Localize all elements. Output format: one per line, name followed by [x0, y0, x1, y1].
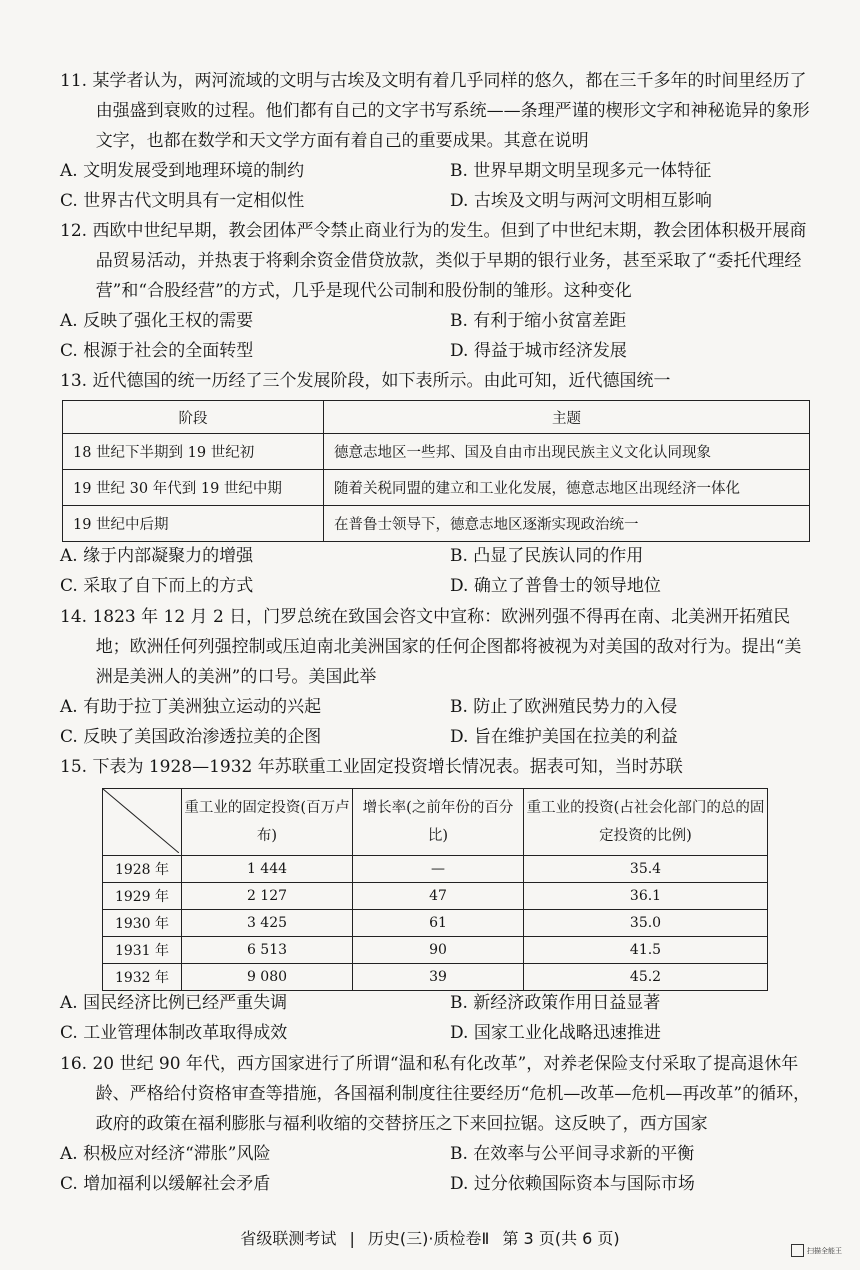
option-d: D. 旨在维护美国在拉美的利益	[450, 727, 678, 747]
options	[60, 1139, 812, 1199]
table-header: 重工业的投资(占社会化部门的总的固定投资的比例)	[524, 789, 768, 856]
table-cell: 6 513	[182, 937, 353, 964]
table-cell: 39	[353, 964, 524, 991]
table-header: 阶段	[63, 401, 324, 434]
exam-name: 省级联测考试	[240, 1229, 337, 1248]
table-row	[103, 964, 768, 991]
page-number: 第 3 页(共 6 页)	[502, 1229, 620, 1248]
table-row	[63, 470, 810, 506]
table-cell: 41.5	[524, 937, 768, 964]
option-a: A. 反映了强化王权的需要	[60, 311, 254, 331]
option-b: B. 在效率与公平间寻求新的平衡	[450, 1144, 695, 1164]
table-cell: 1930 年	[103, 910, 182, 937]
option-c: C. 工业管理体制改革取得成效	[60, 1023, 288, 1043]
option-a: A. 有助于拉丁美洲独立运动的兴起	[60, 697, 322, 717]
table-cell: 德意志地区一些邦、国及自由市出现民族主义文化认同现象	[324, 434, 810, 470]
option-c: C. 采取了自下而上的方式	[60, 576, 254, 596]
question-stem: 12. 西欧中世纪早期，教会团体严令禁止商业行为的发生。但到了中世纪末期，教会团体积极开展商品贸易活动，并热衷于将剩余资金借贷放款，类似于早期的银行业务，甚至采取了“委托代理经营”和“合股经营”的方式，几乎是现代公司制和股份制的雏形。这种变化	[60, 221, 807, 301]
table-cell: 35.4	[524, 856, 768, 883]
question-14	[60, 602, 812, 752]
options	[60, 541, 812, 601]
table-row	[103, 883, 768, 910]
table-header: 重工业的固定投资(百万卢布)	[182, 789, 353, 856]
question-13-options	[60, 541, 812, 601]
table-row	[103, 856, 768, 883]
table-cell: 47	[353, 883, 524, 910]
option-d: D. 古埃及文明与两河文明相互影响	[450, 191, 712, 211]
table-row	[63, 506, 810, 542]
option-a: A. 积极应对经济“滞胀”风险	[60, 1144, 271, 1164]
investment-table	[102, 788, 768, 991]
options	[60, 692, 812, 752]
option-c: C. 根源于社会的全面转型	[60, 341, 254, 361]
table-cell: 18 世纪下半期到 19 世纪初	[63, 434, 324, 470]
table-cell: 1928 年	[103, 856, 182, 883]
diagonal-header-cell	[103, 789, 182, 856]
table-cell: 3 425	[182, 910, 353, 937]
question-stem: 14. 1823 年 12 月 2 日，门罗总统在致国会咨文中宣称：欧洲列强不得再在南、北美洲开拓殖民地；欧洲任何列强控制或压迫南北美洲国家的任何企图都将被视为对美国的敌对行为。提出“美洲是美洲人的美洲”的口号。美国此举	[60, 607, 802, 687]
table-cell: 1929 年	[103, 883, 182, 910]
option-d: D. 过分依赖国际资本与国际市场	[450, 1174, 695, 1194]
option-a: A. 缘于内部凝聚力的增强	[60, 546, 254, 566]
table-cell: 在普鲁士领导下，德意志地区逐渐实现政治统一	[324, 506, 810, 542]
table-cell: 随着关税同盟的建立和工业化发展，德意志地区出现经济一体化	[324, 470, 810, 506]
table-cell: 19 世纪 30 年代到 19 世纪中期	[63, 470, 324, 506]
scanner-logo-icon	[791, 1244, 804, 1257]
question-stem: 11. 某学者认为，两河流域的文明与古埃及文明有着几乎同样的悠久，都在三千多年的时间里经历了由强盛到衰败的过程。他们都有自己的文字书写系统——条理严谨的楔形文字和神秘诡异的象形文字，也都在数学和天文学方面有着自己的重要成果。其意在说明	[60, 71, 810, 151]
table-row	[103, 910, 768, 937]
options	[60, 988, 812, 1048]
options	[60, 306, 812, 366]
table-cell: 61	[353, 910, 524, 937]
table-header: 主题	[324, 401, 810, 434]
scanner-watermark	[791, 1244, 842, 1257]
question-15	[60, 752, 812, 782]
option-d: D. 国家工业化战略迅速推进	[450, 1023, 661, 1043]
option-a: A. 文明发展受到地理环境的制约	[60, 161, 305, 181]
option-c: C. 反映了美国政治渗透拉美的企图	[60, 727, 322, 747]
option-b: B. 防止了欧洲殖民势力的入侵	[450, 697, 678, 717]
option-b: B. 新经济政策作用日益显著	[450, 993, 661, 1013]
table-row	[63, 434, 810, 470]
table-cell: —	[353, 856, 524, 883]
table-cell: 1932 年	[103, 964, 182, 991]
question-stem: 16. 20 世纪 90 年代，西方国家进行了所谓“温和私有化改革”，对养老保险支付采取了提高退休年龄、严格给付资格审查等措施，各国福利制度往往要经历“危机—改革—危机—再改革”的循环，政府的政策在福利膨胀与福利收缩的交替挤压之下来回拉锯。这反映了，西方国家	[60, 1054, 811, 1134]
table-cell: 90	[353, 937, 524, 964]
table-row	[103, 937, 768, 964]
question-11	[60, 66, 812, 216]
stage-table	[62, 400, 810, 542]
diagonal-line	[103, 789, 179, 853]
table-cell: 9 080	[182, 964, 353, 991]
subject-name: 历史(三)·质检卷Ⅱ	[367, 1229, 490, 1248]
scanner-label: 扫描全能王	[807, 1246, 842, 1255]
option-c: C. 世界古代文明具有一定相似性	[60, 191, 305, 211]
question-13	[60, 366, 812, 396]
option-b: B. 凸显了民族认同的作用	[450, 546, 644, 566]
footer-divider: |	[349, 1229, 355, 1248]
option-b: B. 世界早期文明呈现多元一体特征	[450, 161, 712, 181]
option-d: D. 得益于城市经济发展	[450, 341, 627, 361]
table-header: 增长率(之前年份的百分比)	[353, 789, 524, 856]
options	[60, 156, 812, 216]
option-b: B. 有利于缩小贫富差距	[450, 311, 627, 331]
question-12	[60, 216, 812, 366]
option-a: A. 国民经济比例已经严重失调	[60, 993, 288, 1013]
table-cell: 1931 年	[103, 937, 182, 964]
page-footer	[0, 1226, 860, 1249]
option-d: D. 确立了普鲁士的领导地位	[450, 576, 661, 596]
table-cell: 36.1	[524, 883, 768, 910]
table-cell: 1 444	[182, 856, 353, 883]
table-cell: 2 127	[182, 883, 353, 910]
question-15-options	[60, 988, 812, 1048]
question-stem: 13. 近代德国的统一历经了三个发展阶段，如下表所示。由此可知，近代德国统一	[60, 371, 671, 391]
question-16	[60, 1049, 812, 1199]
table-cell: 45.2	[524, 964, 768, 991]
table-cell: 19 世纪中后期	[63, 506, 324, 542]
option-c: C. 增加福利以缓解社会矛盾	[60, 1174, 271, 1194]
table-cell: 35.0	[524, 910, 768, 937]
question-stem: 15. 下表为 1928—1932 年苏联重工业固定投资增长情况表。据表可知，当时苏联	[60, 757, 683, 777]
